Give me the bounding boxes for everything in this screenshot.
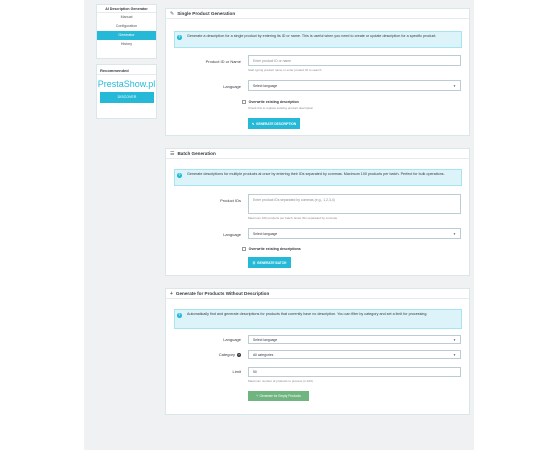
generate-batch-label: GENERATE BATCH <box>257 260 287 265</box>
batch-panel-title: Batch Generation <box>177 150 216 156</box>
empty-language-select[interactable] <box>248 335 461 344</box>
discover-button[interactable]: DISCOVER <box>100 92 154 103</box>
empty-language-value: Select language <box>253 337 278 342</box>
batch-language-value: Select language <box>253 231 278 236</box>
recommended-title: Recommended <box>97 65 156 75</box>
list-icon: ☰ <box>252 260 256 265</box>
help-icon[interactable]: ? <box>238 352 240 357</box>
single-overwrite-checkbox[interactable] <box>242 100 246 104</box>
generate-description-button[interactable] <box>248 118 300 129</box>
limit-help: Maximum number of products to process (1-100) <box>248 379 313 383</box>
batch-overwrite-checkbox[interactable] <box>242 247 246 251</box>
chevron-down-icon: ▼ <box>453 231 456 236</box>
batch-overwrite-label: Overwrite existing descriptions <box>248 247 301 251</box>
generate-empty-button[interactable] <box>248 391 309 401</box>
limit-input[interactable] <box>248 367 461 377</box>
category-label <box>171 352 241 357</box>
product-search-placeholder: Enter product ID or name <box>253 58 292 63</box>
batch-info-alert <box>174 169 462 186</box>
info-icon: ? <box>178 35 181 39</box>
product-id-label: Product ID or Name <box>205 59 241 64</box>
prestashow-logo[interactable]: PrestaShow.pl <box>97 79 156 89</box>
empty-info-alert <box>174 309 462 329</box>
recommended-panel <box>96 64 157 119</box>
generate-empty-label: Generate for Empty Products <box>259 394 301 398</box>
nav-item-history[interactable]: History <box>120 42 133 46</box>
chevron-down-icon: ▼ <box>453 83 456 88</box>
category-value: All categories <box>253 352 274 357</box>
info-icon: ? <box>178 313 181 317</box>
empty-language-label: Language <box>223 337 241 342</box>
batch-alert-text: Generate descriptions for multiple products at once by entering their IDs separated by commas. Maximum 100 products per batch. Perfect for bulk operations. <box>187 172 445 176</box>
empty-products-panel <box>165 288 470 415</box>
category-label-text: Category <box>218 352 235 357</box>
list-icon: ☰ <box>170 150 175 157</box>
empty-panel-header <box>166 289 469 299</box>
nav-item-configuration[interactable]: Configuration <box>115 24 138 28</box>
product-ids-placeholder: Enter product IDs separated by commas (e.g., 1,2,3,4) <box>253 198 335 202</box>
batch-panel <box>165 148 470 276</box>
single-alert-text: Generate a description for a single product by entering its ID or name. This is useful when you need to create or update description for a specific product. <box>187 34 437 38</box>
nav-item-generator[interactable]: Generator <box>97 31 156 40</box>
batch-language-label: Language <box>223 232 241 237</box>
product-ids-help: Maximum 100 products per batch. Enter IDs separated by commas <box>248 216 338 220</box>
nav-item-manual[interactable]: Manual <box>120 15 133 19</box>
empty-panel-title: Generate for Products Without Description <box>175 290 270 296</box>
pencil-icon: ✎ <box>170 10 175 17</box>
single-product-panel <box>165 8 470 136</box>
plus-icon: + <box>256 394 259 398</box>
single-overwrite-help: Check this to replace existing product description <box>248 106 314 110</box>
limit-label: Limit <box>232 369 241 374</box>
single-overwrite-label: Overwrite existing description <box>248 100 299 104</box>
single-language-select[interactable] <box>248 80 461 91</box>
single-panel-title: Single Product Generation <box>177 10 236 16</box>
limit-value: 50 <box>253 370 257 374</box>
category-select[interactable] <box>248 350 461 359</box>
single-language-label: Language <box>223 84 241 89</box>
product-ids-textarea[interactable] <box>248 194 461 214</box>
module-nav-title: AI Description Generator <box>97 5 156 13</box>
single-panel-header <box>166 9 469 19</box>
generate-batch-button[interactable] <box>248 257 291 268</box>
product-ids-label: Product IDs <box>220 198 241 203</box>
empty-alert-text: Automatically find and generate descriptions for products that currently have no description. You can filter by category and set a limit for processing. <box>187 312 428 316</box>
single-language-value: Select language <box>253 83 278 88</box>
single-info-alert <box>174 31 462 48</box>
magic-wand-icon: ✎ <box>251 121 255 126</box>
chevron-down-icon: ▼ <box>453 337 456 342</box>
batch-panel-header <box>166 149 469 159</box>
info-icon: ? <box>178 173 181 177</box>
batch-language-select[interactable] <box>248 228 461 239</box>
generate-description-label: GENERATE DESCRIPTION <box>256 121 297 126</box>
batch-overwrite-row[interactable] <box>242 247 301 251</box>
chevron-down-icon: ▼ <box>453 352 456 357</box>
product-search-input[interactable] <box>248 55 461 66</box>
module-nav <box>96 4 157 59</box>
single-overwrite-row[interactable] <box>242 100 299 104</box>
plus-icon: + <box>170 290 173 297</box>
product-search-help: Start typing product name or enter product ID to search <box>248 68 322 72</box>
